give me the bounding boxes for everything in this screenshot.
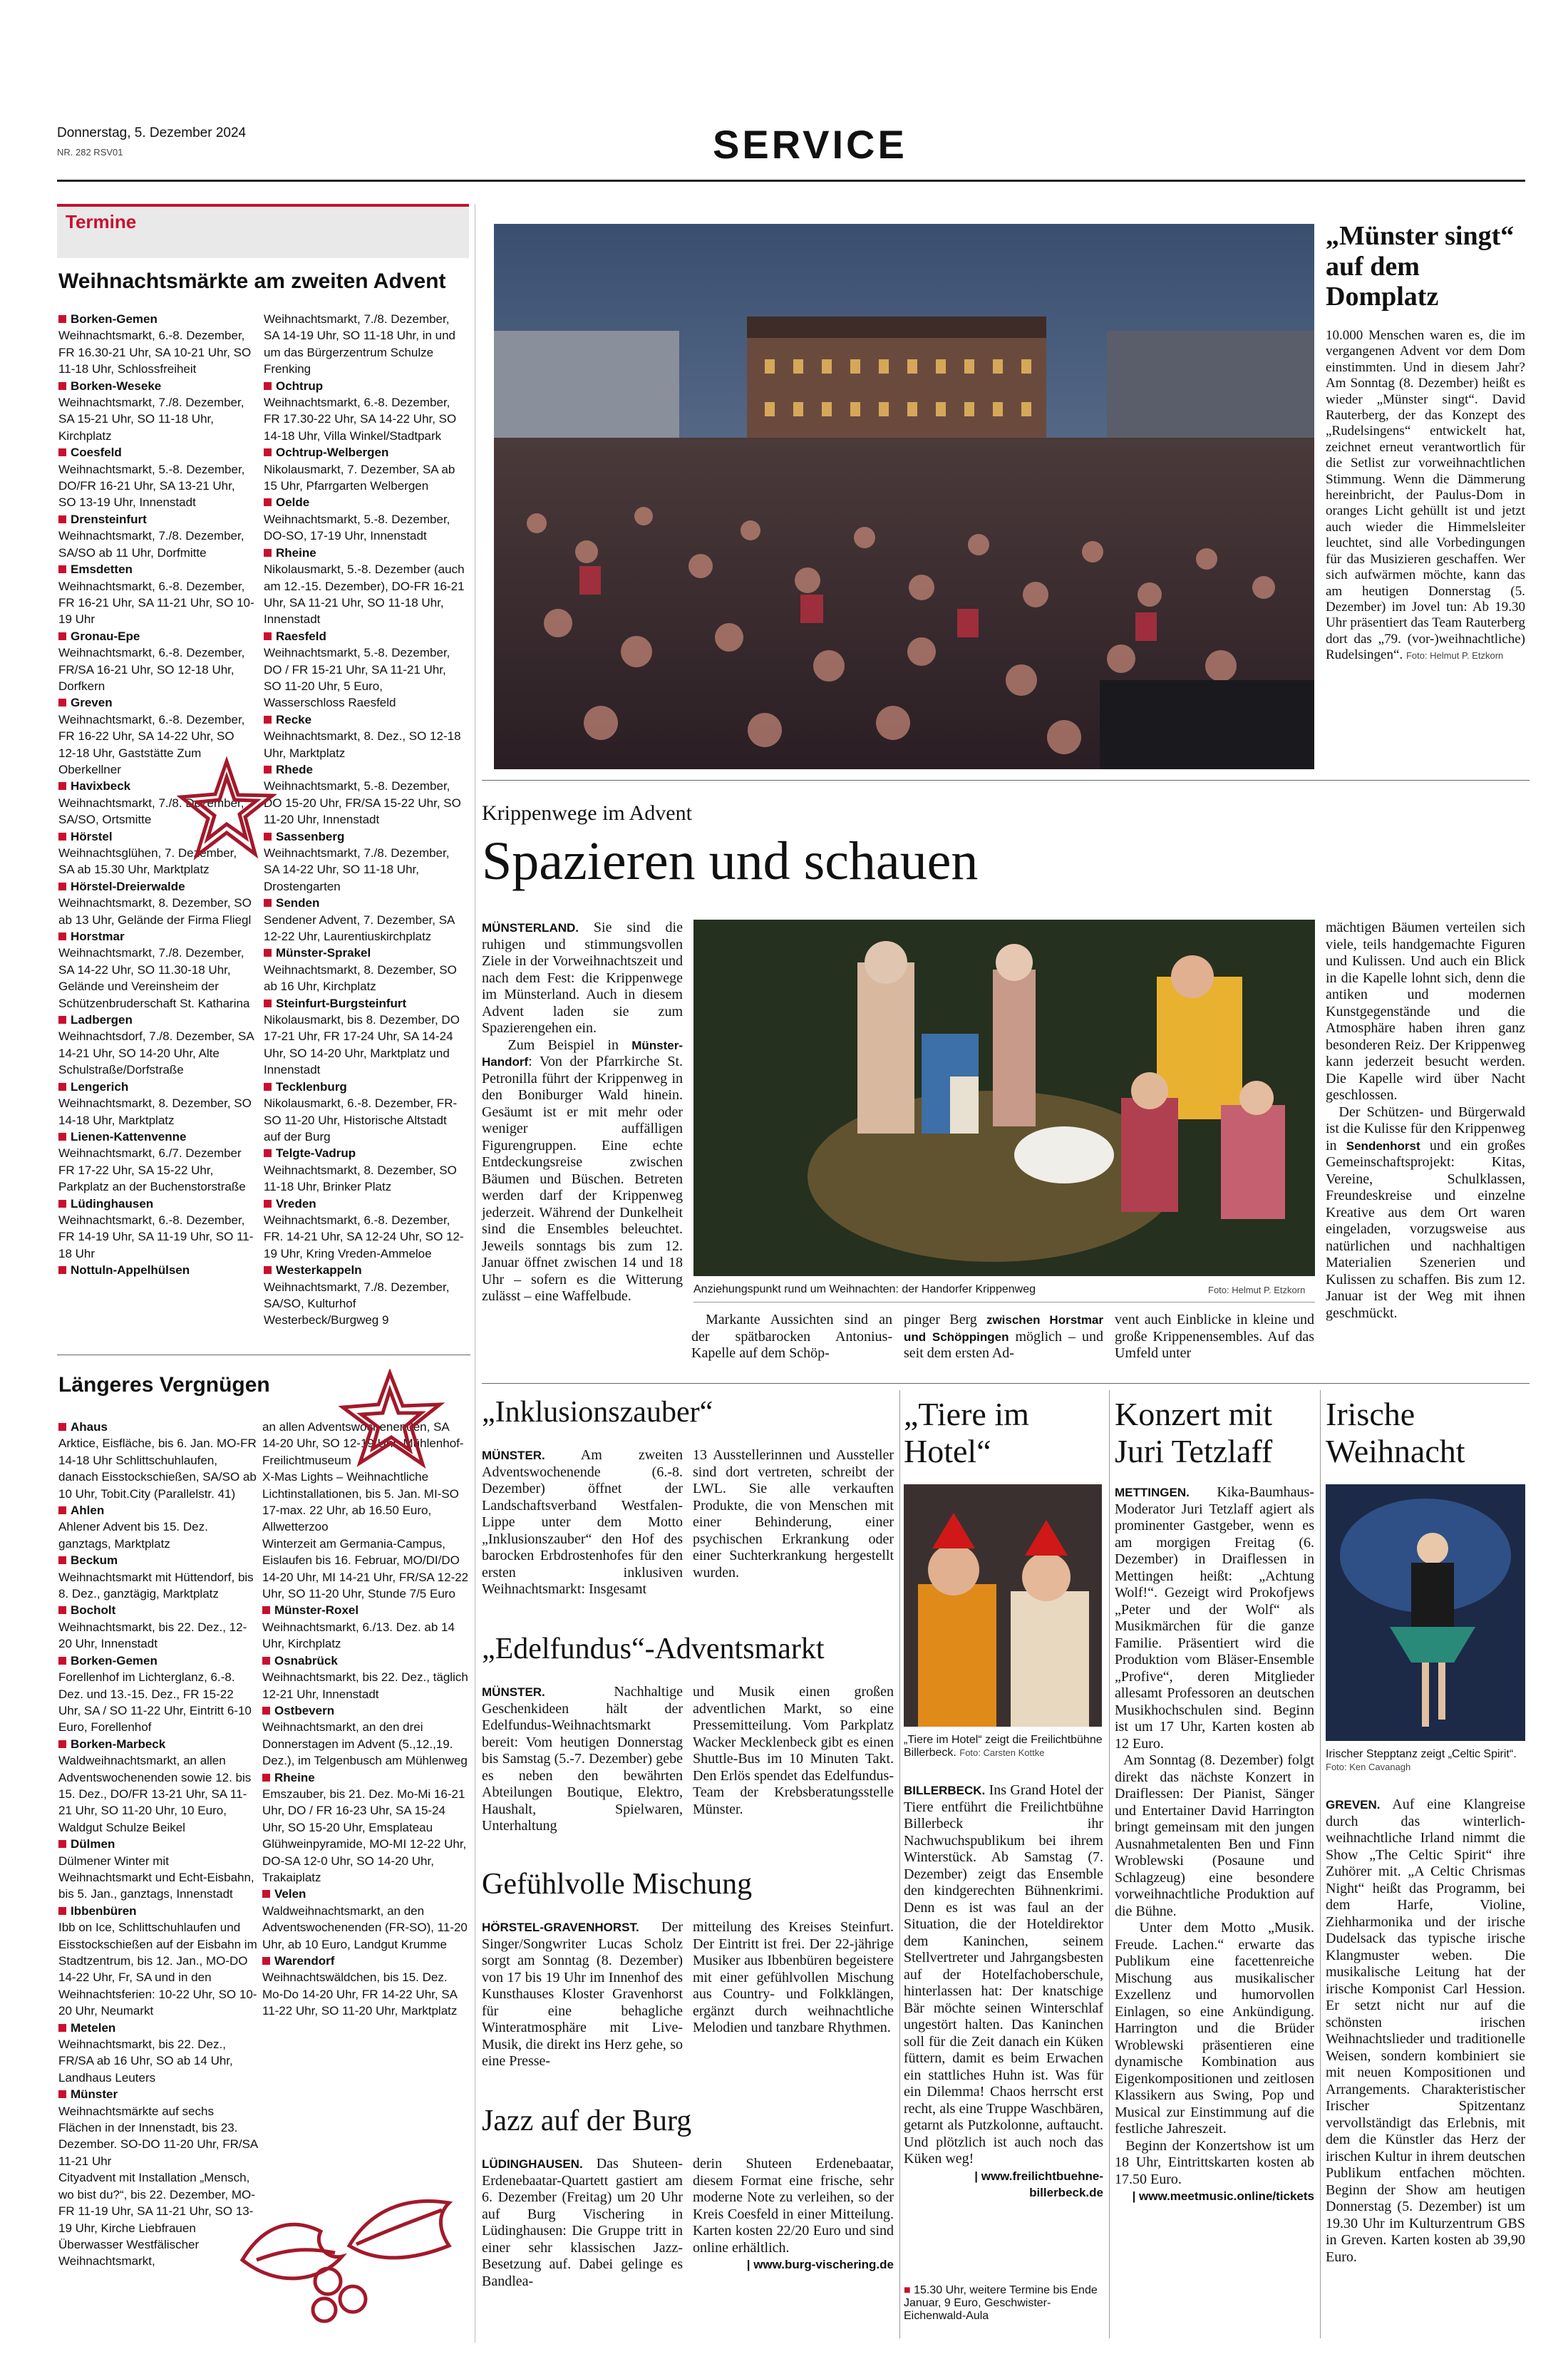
star-ornament-icon (339, 1369, 445, 1469)
krippenweg-credit: Foto: Helmut P. Etzkorn (1208, 1285, 1306, 1295)
krippenweg-photo (693, 920, 1315, 1276)
termin-details: Weihnachtsmärkte auf sechs Flächen in der Innenstadt, bis 23. Dezember. SO-DO 11-20 Uhr, FR/SA 11-21 Uhr (58, 2104, 258, 2168)
termin-place: Havixbeck (58, 778, 254, 794)
termin-details: Weihnachtsmarkt, 6.-8. Dezember, FR 16.30-21 Uhr, SA 10-21 Uhr, SO 11-18 Uhr, Schlossfreiheit (58, 329, 252, 376)
termin-details: Weihnachtsmarkt, 8. Dez., SO 12-18 Uhr, Marktplatz (264, 729, 461, 760)
column-divider (1109, 1390, 1110, 2338)
termin-entry (264, 828, 467, 895)
main-below-col1: Markante Aussichten sind an der spätbarocken Antonius-Kapelle auf dem Schöp- (691, 1312, 892, 1361)
termin-place: Dülmen (58, 1836, 258, 1852)
termin-entry (58, 511, 254, 561)
termin-entry (262, 1953, 469, 2020)
termin-details: Weihnachtsmarkt, 6.-8. Dezember, FR/SA 16-21 Uhr, SO 12-18 Uhr, Dorfkern (58, 646, 245, 693)
termin-details: Weihnachtsmarkt, 7./8. Dezember, SA/SO, Ortsmitte (58, 796, 244, 827)
issue-date: Donnerstag, 5. Dezember 2024 (57, 125, 247, 140)
termin-place: Borken-Gemen (58, 1653, 258, 1669)
termin-details: Weihnachtsglühen, 7. Dezember, SA ab 15.30 Uhr, Marktplatz (58, 846, 237, 877)
termin-details: Weihnachtsmarkt, an den drei Donnerstagen im Advent (5.,12.,19. Dez.), im Telgenbusch am Mühlenweg (262, 1720, 468, 1768)
termin-place: Münster-Roxel (262, 1602, 469, 1618)
termin-details: Ahlener Advent bis 15. Dez. ganztags, Marktplatz (58, 1520, 208, 1551)
main-kicker: Krippenwege im Advent (482, 801, 692, 825)
irisch-caption: Irischer Stepptanz zeigt „Celtic Spirit“. Foto: Ken Cavanagh (1326, 1748, 1517, 1772)
termin-entry (264, 378, 467, 445)
jazz-link[interactable]: | www.burg-vischering.de (746, 2258, 894, 2271)
termine-label: Termine (66, 211, 137, 232)
termin-details: Nikolausmarkt, bis 8. Dezember, DO 17-21 Uhr, FR 17-24 Uhr, SA 14-24 Uhr, SO 14-20 Uhr, Marktplatz und Innenstadt (264, 1013, 460, 1077)
jazz-col2: derin Shuteen Erdenebaatar, diesem Format eine frische, sehr moderne Note zu verleihen, so der Kreis Coesfeld in einer Mitteilung. Karten kosten 22/20 Euro und sind online erhältlich. | www.burg-vischering.de (693, 2156, 894, 2273)
termin-details: Weihnachtsmarkt mit Hüttendorf, bis 8. Dez., ganztägig, Marktplatz (58, 1570, 254, 1601)
termin-details: Glühweinpyramide, MO-MI 12-22 Uhr, DO-SA 12-0 Uhr, SO 14-20 Uhr, Trakaiplatz (262, 1837, 467, 1884)
termin-place: Vreden (264, 1196, 467, 1212)
termin-entry (58, 1502, 258, 1552)
termin-place: Horstmar (58, 928, 254, 945)
star-ornament-icon (177, 756, 277, 863)
termin-entry (262, 1536, 469, 1603)
termin-place: Steinfurt-Burgsteinfurt (264, 995, 467, 1012)
termin-entry (58, 1012, 254, 1079)
top-story-body: 10.000 Menschen waren es, die im vergangenen Advent vor dem Dom einstimmten. Und in diesem Jahr? Am Sonntag (8. Dezember) heißt es wieder „Münster singt“. David Rauterberg, der das Konzept des „Rudelsingens“ entwickelt hat, zeichnet erneut verantwortlich für die Setlist zur vorweihnachtlichen Stimmung. Wenn die Dämmerung hereinbricht, der Paulus-Dom in oranges Licht gehüllt ist und jetzt auch wieder die Himmelsleiter leuchtet, sind alle Vorbedingungen für das Musizieren geschaffen. Wer sich aufwärmen möchte, kann das am heutigen Donnerstag (5. Dezember) im Jovel tun: Ab 19.30 Uhr präsentiert das Team Rauterberg dort das „79. (vor-)weihnachtliche) Rudelsingen“. Foto: Helmut P. Etzkorn (1326, 328, 1525, 663)
tiere-body: BILLERBECK. Ins Grand Hotel der Tiere entführt die Freilichtbühne Billerbeck ihr Nachwuchspublikum bei ihrem Winterstück. Ab Samstag (7. Dezember) zeigt das Ensemble den kindgerechten Bühnenkrimi. Denn es ist was faul an der Situation, die der Hoteldirektor dem Kaninchen, seinem Stellvertreter und Jahrgangsbesten auf der Hotelfachoberschule, hinterlassen hat: Der knatschige Bär möchte seinen Winterschlaf ungestört halten. Das Kaninchen soll für die Zeit danach ein Küken füttern, damit es beim Erwachen ein stattliches Huhn ist. Was für ein Dilemma! Chaos herrscht erst recht, als eine Truppe Waschbären, getarnt als Putzkolonne, auftaucht. Und plötzlich ist auch noch das Küken weg! | www.freilichtbuehne-billerbeck.de (904, 1782, 1103, 2201)
termin-entry (264, 628, 467, 711)
termin-details: Weihnachtsmarkt, bis 22. Dez., FR/SA ab 16 Uhr, SO ab 14 Uhr, Landhaus Leuters (58, 2038, 233, 2085)
termin-place: Senden (264, 895, 467, 911)
termin-place: Nottuln-Appelhülsen (58, 1262, 254, 1278)
irisch-body: GREVEN. Auf eine Klangreise durch das winterlich-weihnachtliche Irland nimmt die Show „The Celtic Spirit“ ihre Zuhörer mit. „A Celtic Chrismas Night“ heißt das Programm, bei dem Harfe, Violine, Ziehharmonika und der irische Dudelsack das typische irische Klangmuster weben. Die musikalische Leitung hat der irische Komponist Carl Hession. Er setzt nicht nur auf die schönsten irischen Weihnachtslieder und traditionelle Weisen, sondern kombiniert sie mit neuen Kompositionen und Arrangements. Charakteristischer Irischer Spitzentanz vervollständigt das Erlebnis, mit dem die Künstler das Herz der irischen Kultur in ihrem deutschen Publikum entfachen möchten. Beginn der Show am heutigen Donnerstag (5. Dezember) ist um 19.30 Uhr im Kulturzentrum GBS in Greven. Karten kosten ab 39,90 Euro. (1326, 1797, 1526, 2265)
termin-place: Ochtrup (264, 378, 467, 394)
termin-entry (264, 995, 467, 1079)
termin-details: Cityadvent mit Installation „Mensch, wo bist du?“, bis 22. Dezember, MO-FR 11-19 Uhr, SA 11-21 Uhr, SO 13-19 Uhr, Kirche Liebfrauen Überwasser Westfälischer Weihnachtsmarkt, (58, 2171, 255, 2268)
termin-place: Borken-Marbeck (58, 1736, 258, 1752)
lower-divider (482, 1383, 1530, 1384)
termin-details: Weihnachtsmarkt, bis 22. Dez., 12-20 Uhr, Innenstadt (58, 1620, 247, 1651)
termin-place: Greven (58, 694, 254, 711)
termin-entry (58, 1602, 258, 1652)
termin-details: Weihnachtsdorf, 7./8. Dezember, SA 14-21 Uhr, SO 14-20 Uhr, Alte Schulstraße/Dorfstraße (58, 1029, 254, 1077)
mischung-col2: mitteilung des Kreises Steinfurt. Der Eintritt ist frei. Der 22-jährige Musiker aus Ibbenbüren begeistere mit einer gefühlvollen Mischung aus Country- und Folkklängen, ergänzt durch weihnachtliche Melodien und tanzbare Rhythmen. (693, 1919, 894, 2035)
main-right-col: mächtigen Bäumen verteilen sich viele, teils handgemachte Figuren und Kulissen. Und auch ein Blick in die Kapelle lohnt sich, denn die antiken und modernen Kunstgegenstände und die Atmosphäre haben ihren ganz besonderen Reiz. Der Krippenweg kann jederzeit besucht werden. Die Kapelle wird über Nacht geschlossen. Der Schützen- und Bürgerwald ist die Kulisse für den Krippenweg in Sendenhorst und ein großes Gemeinschaftsprojekt: Kitas, Vereine, Schulklassen, Freundeskreise und einzelne Kreative aus dem Ort waren eingeladen, vorzugsweise aus natürlichen und nachhaltigen Materialien Szenerien und Kulissen zu schaffen. Bis zum 12. Januar ist der Weg mit ihnen geschmückt. (1326, 920, 1526, 1321)
termine-heading-vergnuegen: Längeres Vergnügen (58, 1373, 270, 1397)
termin-details: Ibb on Ice, Schlittschuhlaufen und Eisstockschießen auf der Eisbahn im Stadtzentrum, bis 12. Jan., MO-DO 14-22 Uhr, Fr, SA und in den Weihnachtsferien: 10-22 Uhr, SO 10-20 Uhr, Neumarkt (58, 1921, 257, 2018)
termin-entry (58, 1419, 258, 1502)
jazz-col1: LÜDINGHAUSEN. Das Shuteen-Erdenebaatar-Quartett gastiert am 6. Dezember (Freitag) um 20 Uhr auf Burg Vischering in Lüdinghausen: Die Gruppe tritt in einer sehr klassischen Jazz-Besetzung auf. Dabei gelinge es Bandlea- (482, 2156, 683, 2289)
tiere-note: ■ 15.30 Uhr, weitere Termine bis Ende Januar, 9 Euro, Geschwister-Eichenwald-Aula (904, 2284, 1098, 2322)
top-story-title: „Münster singt“ auf dem Domplatz (1326, 221, 1515, 312)
termin-entry (58, 1262, 254, 1278)
termin-details: Weihnachtsmarkt, 8. Dezember, SO 14-18 Uhr, Marktplatz (58, 1096, 252, 1127)
termin-entry (58, 1552, 258, 1602)
termin-entry (58, 561, 254, 628)
termin-details: Weihnachtsmarkt, 7./8. Dezember, SA 14-22 Uhr, SO 11-18 Uhr, Drostengarten (264, 846, 450, 893)
termin-entry (58, 1903, 258, 2020)
termine-list-col3 (58, 1419, 258, 2270)
termin-details: Nikolausmarkt, 6.-8. Dezember, FR-SO 11-20 Uhr, Historische Altstadt auf der Burg (264, 1096, 458, 1144)
termin-entry (58, 2020, 258, 2087)
termin-details: Sendener Advent, 7. Dezember, SA 12-22 Uhr, Laurentiuskirchplatz (264, 913, 455, 944)
section-title: SERVICE (713, 122, 907, 167)
termin-details: Weihnachtsmarkt, 6.-8. Dezember, FR 17.30-22 Uhr, SA 14-22 Uhr, SO 14-18 Uhr, Villa Winkel/Stadtpark (264, 396, 457, 443)
termin-entry (58, 311, 254, 378)
termin-entry (58, 878, 254, 928)
top-story-credit: Foto: Helmut P. Etzkorn (1405, 650, 1504, 662)
termin-details: Emszauber, bis 21. Dez. Mo-Mi 16-21 Uhr, DO / FR 16-23 Uhr, SA 15-24 Uhr, SO 15-20 Uhr, Emsplateau (262, 1787, 465, 1834)
termin-details: Nikolausmarkt, 7. Dezember, SA ab 15 Uhr, Pfarrgarten Welbergen (264, 462, 455, 493)
termin-place: Rheine (262, 1769, 469, 1786)
termin-place: Velen (262, 1886, 469, 1902)
tiere-link[interactable]: | www.freilichtbuehne-billerbeck.de (974, 2169, 1103, 2199)
termin-details: Weihnachtsmarkt, 8. Dezember, SO 11-18 Uhr, Brinker Platz (264, 1163, 457, 1194)
termin-place: Oelde (264, 494, 467, 510)
termin-entry (264, 945, 467, 995)
termin-details: Waldweihnachtsmarkt, an allen Adventswochenenden sowie 12. bis 15. Dez., DO/FR 13-21 Uhr, SA 11-21 Uhr, SO 11-20 Uhr, 10 Euro, Waldgut Schulze Beikel (58, 1754, 252, 1834)
termin-place: Warendorf (262, 1953, 469, 1969)
termin-place: Ochtrup-Welbergen (264, 444, 467, 461)
tiere-photo (904, 1484, 1102, 1727)
mischung-col1: HÖRSTEL-GRAVENHORST. Der Singer/Songwriter Lucas Scholz sorgt am Sonntag (8. Dezember) von 17 bis 19 Uhr im Innenhof des Kunsthauses Kloster Gravenhorst für eine behagliche Winteratmosphäre mit Live-Musik, die direkt ins Herz gehe, so eine Presse- (482, 1919, 683, 2069)
holly-ornament-icon (235, 2182, 456, 2331)
termin-details: Weihnachtsmarkt, 6.-8. Dezember, FR. 14-21 Uhr, SA 12-24 Uhr, SO 12-19 Uhr, Kring Vreden-Ammeloe (264, 1213, 464, 1260)
termin-place: Ladbergen (58, 1012, 254, 1028)
termin-details: Weihnachtswäldchen, bis 15. Dez. Mo-Do 14-20 Uhr, FR 14-22 Uhr, SA 11-22 Uhr, SO 11-20 Uhr, Marktplatz (262, 1970, 458, 2018)
irisch-title: Irische Weihnacht (1326, 1396, 1465, 1469)
column-divider (1320, 1390, 1321, 2338)
termin-entry (262, 1702, 469, 1769)
termin-place: Emsdetten (58, 561, 254, 577)
domplatz-photo (494, 224, 1314, 769)
irisch-photo (1326, 1484, 1525, 1741)
termin-place: Bocholt (58, 1602, 258, 1618)
termin-entry (264, 761, 467, 828)
termin-details: Forellenhof im Lichterglanz, 6.-8. Dez. und 13.-15. Dez., FR 15-22 Uhr, SA / SO 11-22 Uhr, Eintritt 6-10 Euro, Forellenhof (58, 1670, 252, 1735)
termin-entry (58, 1079, 254, 1129)
termin-place: Beckum (58, 1552, 258, 1568)
termin-entry (58, 1736, 258, 1836)
termin-place: Münster-Sprakel (264, 945, 467, 961)
termin-details: Weihnachtsmarkt, 7./8. Dezember, SA 15-21 Uhr, SO 11-18 Uhr, Kirchplatz (58, 396, 244, 443)
jazz-title: Jazz auf der Burg (482, 2105, 692, 2137)
termin-entry (264, 545, 467, 628)
termin-place: Borken-Weseke (58, 378, 254, 394)
tiere-title: „Tiere im Hotel“ (904, 1396, 1029, 1469)
termin-details: Weihnachtsmarkt, 6.-8. Dezember, FR 16-21 Uhr, SA 11-21 Uhr, SO 10-19 Uhr (58, 579, 254, 627)
termin-place: Tecklenburg (264, 1079, 467, 1095)
termin-entry (58, 1129, 254, 1196)
termin-place: Drensteinfurt (58, 511, 254, 528)
termin-details: Weihnachtsmarkt, bis 22. Dez., täglich 12-21 Uhr, Innenstadt (262, 1670, 468, 1701)
konzert-title: Konzert mit Juri Tetzlaff (1115, 1396, 1273, 1469)
termin-details: Weihnachtsmarkt, 8. Dezember, SO ab 13 Uhr, Gelände der Firma Fliegl (58, 896, 252, 927)
termin-entry (264, 1079, 467, 1146)
termin-details: Weihnachtsmarkt, 5.-8. Dezember, DO 15-20 Uhr, FR/SA 15-22 Uhr, SO 11-20 Uhr, Innenstadt (264, 779, 461, 827)
termin-place: Rhede (264, 761, 467, 778)
inklusion-col1: MÜNSTER. Am zweiten Adventswochenende (6.-8. Dezember) öffnet der Landschaftsverband Westfalen-Lippe unter dem Motto „Inklusionszauber“ den Hof des barocken Erbdrostenhofes für den ersten inklusiven Weihnachtsmarkt: Insgesamt (482, 1447, 683, 1597)
termin-place: Lüdinghausen (58, 1196, 254, 1212)
termin-entry (58, 928, 254, 1012)
termin-details: Weihnachtsmarkt, 6.-8. Dezember, FR 14-19 Uhr, SA 11-19 Uhr, SO 11-18 Uhr (58, 1213, 254, 1260)
termin-place: Sassenberg (264, 828, 467, 845)
termin-place: Hörstel (58, 828, 254, 845)
termin-entry (264, 494, 467, 544)
termin-details: Winterzeit am Germania-Campus, Eislaufen bis 16. Februar, MO/DI/DO 14-20 Uhr, MI 14-21 Uhr, FR/SA 12-22 Uhr, SO 11-20 Uhr, Stunde 7/5 Euro (262, 1536, 469, 1601)
termin-place: Metelen (58, 2020, 258, 2036)
column-divider (899, 1390, 900, 2338)
termine-list-col4 (262, 1419, 469, 2020)
termin-place: Coesfeld (58, 444, 254, 461)
termin-entry (264, 895, 467, 945)
termin-details: Arktice, Eisfläche, bis 6. Jan. MO-FR 14-18 Uhr Schlittschuhlaufen, danach Eisstockschießen, SA/SO ab 10 Uhr, Tobit.City (Parallelstr. 41) (58, 1437, 257, 1501)
termin-entry (264, 1196, 467, 1263)
termin-place: Telgte-Vadrup (264, 1145, 467, 1161)
termine-heading-advent: Weihnachtsmärkte am zweiten Advent (58, 269, 446, 293)
termin-entry (58, 2086, 258, 2169)
inklusion-title: „Inklusionszauber“ (482, 1396, 713, 1429)
mischung-title: Gefühlvolle Mischung (482, 1868, 753, 1901)
termin-place: Ostbevern (262, 1702, 469, 1719)
termine-list-col2 (264, 311, 467, 1329)
termin-entry (262, 1886, 469, 1953)
termin-entry (58, 1836, 258, 1903)
termin-entry (58, 1196, 254, 1263)
termin-place: Borken-Gemen (58, 311, 254, 327)
termin-entry (262, 1836, 469, 1886)
main-below-col3: vent auch Einblicke in kleine und große Krippenensembles. Auf das Umfeld unter (1115, 1312, 1314, 1361)
header-rule (57, 180, 1525, 182)
termin-place: Lienen-Kattenvenne (58, 1129, 254, 1145)
termin-place: Ibbenbüren (58, 1903, 258, 1919)
krippenweg-caption: Anziehungspunkt rund um Weihnachten: der Handorfer Krippenweg (693, 1283, 1036, 1295)
termin-details: Waldweihnachtsmarkt, an den Adventswochenenden (FR-SO), 11-20 Uhr, ab 10 Euro, Landgut Krumme (262, 1903, 468, 1951)
termin-details: Weihnachtsmarkt, 6./13. Dez. ab 14 Uhr, Kirchplatz (262, 1620, 455, 1651)
main-below-col2: pinger Berg zwischen Horstmar und Schöppingen möglich – und seit dem ersten Ad- (904, 1312, 1104, 1361)
termin-place: Rheine (264, 545, 467, 561)
termin-details: Weihnachtsmarkt, 8. Dezember, SO ab 16 Uhr, Kirchplatz (264, 962, 457, 994)
termin-details: Weihnachtsmarkt, 5.-8. Dezember, DO/FR 16-21 Uhr, SA 13-21 Uhr, SO 13-19 Uhr, Innenstadt (58, 462, 245, 510)
termin-entry (264, 444, 467, 494)
edelfundus-title: „Edelfundus“-Adventsmarkt (482, 1633, 825, 1665)
termin-details: Weihnachtsmarkt, 6./7. Dezember FR 17-22 Uhr, SA 15-22 Uhr, Parkplatz an der Buchenstorstraße (58, 1146, 246, 1194)
tiere-caption: „Tiere im Hotel“ zeigt die Freilichtbühne Billerbeck. Foto: Carsten Kottke (904, 1734, 1103, 1759)
termin-place: Gronau-Epe (58, 628, 254, 644)
termin-place: Münster (58, 2086, 258, 2102)
termin-details: Weihnachtsmarkt, 5.-8. Dezember, DO-SO, 17-19 Uhr, Innenstadt (264, 512, 450, 543)
termin-entry (264, 1262, 467, 1329)
termin-place: Hörstel-Dreierwalde (58, 878, 254, 895)
termin-entry (262, 1653, 469, 1702)
termin-entry (262, 1602, 469, 1652)
termin-entry (58, 1653, 258, 1736)
issue-number: NR. 282 RSV01 (57, 147, 123, 158)
main-col1-text: MÜNSTERLAND. Sie sind die ruhigen und stimmungsvollen Ziele in der Vorweihnachtszeit und nach dem Fest: die Krippenwege im Münsterland. Auch in diesem Advent laden sie zum Spazierengehen ein. Zum Beispiel in Münster-Handorf: Von der Pfarrkirche St. Petronilla führt der Krippenweg in den Boniburger Wald hinein. Gesäumt ist er mit mehr oder weniger auffälligen Figurengruppen. Eine echte Entdeckungsreise zwischen Bäumen und Büschen. Betreten werden darf der Krippenweg jederzeit. Während der Dunkelheit sind die Ensembles beleuchtet. Jeweils sonntags bis zum 12. Januar öffnet zwischen 14 und 18 Uhr – sofern es die Witterung zulässt – eine Waffelbude. (482, 920, 683, 1304)
termin-place: Westerkappeln (264, 1262, 467, 1278)
termin-details: Weihnachtsmarkt, 7./8. Dezember, SA 14-22 Uhr, SO 11.30-18 Uhr, Gelände und Vereinsheim der Schützenbruderschaft St. Katharina (58, 946, 250, 1010)
termin-details: Weihnachtsmarkt, 7./8. Dezember, SA/SO, Kulturhof Westerbeck/Burgweg 9 (264, 1280, 450, 1327)
termin-place: Recke (264, 711, 467, 728)
main-title: Spazieren und schauen (482, 831, 979, 891)
termin-place: Ahlen (58, 1502, 258, 1519)
termin-details: Weihnachtsmarkt, 5.-8. Dezember, DO / FR 15-21 Uhr, SA 11-21 Uhr, SO 11-20 Uhr, 5 Euro, Wasserschloss Raesfeld (264, 646, 450, 710)
termin-entry (262, 1469, 469, 1536)
story-divider (482, 780, 1530, 781)
termin-entry (262, 1769, 469, 1836)
termin-entry (58, 2169, 258, 2269)
termin-details: Weihnachtsmarkt, 7./8. Dezember, SA 14-19 Uhr, SO 11-18 Uhr, in und um das Bürgerzentrum Schulze Frenking (264, 312, 456, 376)
konzert-body: METTINGEN. Kika-Baumhaus-Moderator Juri Tetzlaff agiert als prominenter Gastgeber, wenn es am morgigen Freitag (6. Dezember) in Draiflessen in Mettingen heißt: „Achtung Wolf!“. Gezeigt wird Prokofjews „Peter und der Wolf“ als Musikmärchen für die ganze Familie. Präsentiert wird die Produktion vom Bläser-Ensemble „Profive“, deren Mitglieder allesamt Professoren an deutschen Musikhochschulen sind. Beginn ist um 17 Uhr, Karten kosten ab 12 Euro. Am Sonntag (8. Dezember) folgt direkt das nächste Konzert in Draiflessen: Der Pianist, Sänger und Entertainer David Harrington bringt gemeinsam mit den jungen Ausnahmetalenten Ben und Finn Wroblewski (Posaune und Schlagzeug) eine besondere vorweihnachtliche Produktion auf die Bühne. Unter dem Motto „Musik. Freude. Lachen.“ erwarte das Publikum eine facettenreiche Mischung aus musikalischer Exzellenz und humorvollen Einlagen, so eine Ankündigung. Harrington und die Brüder Wroblewski präsentieren eine dynamische Kombination aus Eigenkompositionen und zeitlosen Klassikern aus Swing, Pop und Musical zur Einstimmung auf die festliche Jahreszeit. Beginn der Konzertshow ist um 18 Uhr, Eintrittskarten kosten ab 17.50 Euro. | www.meetmusic.online/tickets (1115, 1484, 1314, 2205)
termin-details: an allen Adventswochenenden, SA 14-20 Uhr, SO 12-19 Uhr, Mühlenhof-Freilichtmuseum (262, 1420, 464, 1467)
termin-details: X-Mas Lights – Weihnachtliche Lichtinstallationen, bis 5. Jan. MI-SO 17-max. 22 Uhr, ab 16.50 Euro, Allwetterzoo (262, 1470, 459, 1534)
termin-entry (58, 444, 254, 511)
termin-place: Raesfeld (264, 628, 467, 644)
konzert-link[interactable]: | www.meetmusic.online/tickets (1132, 2189, 1314, 2203)
termin-place: Lengerich (58, 1079, 254, 1095)
termin-entry (58, 628, 254, 695)
termin-details: Nikolausmarkt, 5.-8. Dezember (auch am 12.-15. Dezember), DO-FR 16-21 Uhr, SA 11-21 Uhr, SO 11-18 Uhr, Innenstadt (264, 562, 465, 627)
termin-place: Ahaus (58, 1419, 258, 1435)
termin-entry (58, 378, 254, 445)
edelfundus-col1: MÜNSTER. Nachhaltige Geschenkideen hält der Edelfundus-Weihnachtsmarkt bereit: Vom heutigen Donnerstag bis Samstag (5.-7. Dezember) gebe es neben den bewährten Abteilungen Boutique, Elektro, Haushalt, Spielwaren, Unterhaltung (482, 1684, 683, 1834)
termin-details: Weihnachtsmarkt, 7./8. Dezember, SA/SO ab 11 Uhr, Dorfmitte (58, 529, 244, 560)
termin-entry (264, 711, 467, 761)
termin-details: Dülmener Winter mit Weihnachtsmarkt und Echt-Eisbahn, bis 5. Jan., ganztags, Innenstadt (58, 1854, 254, 1901)
inklusion-col2: 13 Ausstellerinnen und Aussteller sind dort vertreten, schreibt der LWL. Sie alle verkauften Produkte, die von Menschen mit einer Behinderung, einer psychischen Erkrankung oder einer Suchterkrankung hergestellt wurden. (693, 1447, 894, 1581)
edelfundus-col2: und Musik einen großen adventlichen Markt, so eine Pressemitteilung. Vom Parkplatz Wacker Mecklenbeck gibt es einen Shuttle-Bus im 10 Minuten Takt. Den Erlös spendet das Edelfundus-Team der Krebsberatungsstelle Münster. (693, 1684, 894, 1817)
termin-place: Osnabrück (262, 1653, 469, 1669)
termin-entry (264, 311, 467, 378)
termin-entry (264, 1145, 467, 1195)
termin-details: Weihnachtsmarkt, 6.-8. Dezember, FR 16-22 Uhr, SA 14-22 Uhr, SO 12-18 Uhr, Gaststätte Zum Oberkellner (58, 712, 245, 776)
